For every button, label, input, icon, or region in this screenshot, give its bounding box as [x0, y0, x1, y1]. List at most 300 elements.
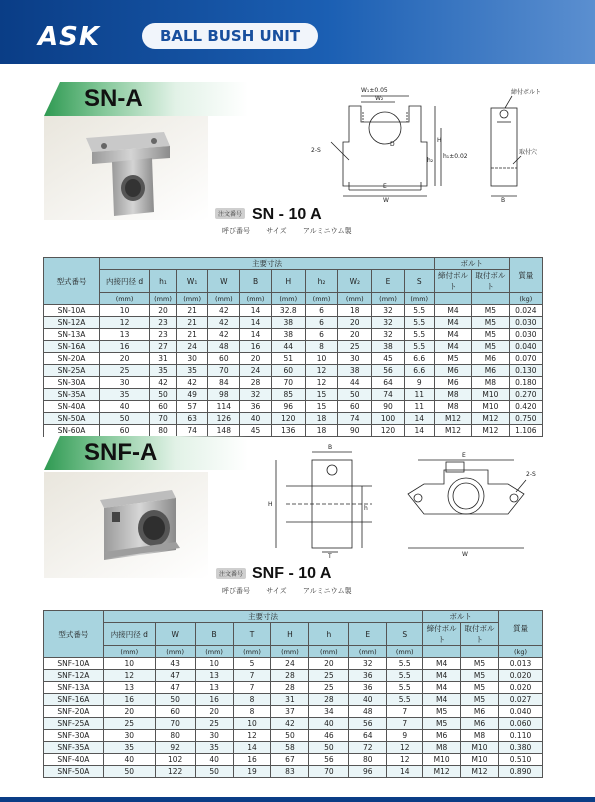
value-cell: M5 [472, 305, 509, 317]
value-cell: 28 [309, 694, 349, 706]
value-cell: 38 [271, 317, 305, 329]
table-row [44, 694, 543, 706]
value-cell: 5.5 [387, 658, 423, 670]
model-cell: SNF-12A [44, 670, 104, 682]
value-cell: M10 [472, 401, 509, 413]
value-cell: 20 [240, 353, 271, 365]
th-model-snf: 型式番号 [44, 611, 104, 658]
col-header: h₁ [150, 270, 177, 293]
value-cell: 32 [372, 329, 404, 341]
value-cell: 40 [100, 401, 150, 413]
value-cell: 18 [305, 425, 337, 437]
value-cell: 0.040 [499, 706, 543, 718]
col-header: S [387, 623, 423, 646]
value-cell: 31 [150, 353, 177, 365]
value-cell: 80 [155, 730, 195, 742]
value-cell: 0.510 [499, 754, 543, 766]
value-cell: M12 [423, 766, 461, 778]
model-cell: SNF-16A [44, 694, 104, 706]
table-row [44, 706, 543, 718]
unit-header: (mm) [372, 293, 404, 305]
section-title-snf: SNF-A [44, 436, 284, 470]
value-cell: 16 [195, 694, 233, 706]
value-cell: M10 [472, 389, 509, 401]
value-cell: 50 [155, 694, 195, 706]
col-header: 締付ボルト [434, 270, 471, 293]
unit-header: (mm) [338, 293, 372, 305]
th-main-snf: 主要寸法 [103, 611, 422, 623]
th-bolt: ボルト [434, 258, 509, 270]
value-cell: 25 [195, 718, 233, 730]
value-cell: 0.380 [499, 742, 543, 754]
value-cell: 21 [177, 317, 208, 329]
value-cell: 36 [349, 682, 387, 694]
section-title-sn: SN-A [44, 82, 284, 116]
value-cell: 50 [150, 389, 177, 401]
col-header: W₁ [177, 270, 208, 293]
value-cell: 48 [349, 706, 387, 718]
value-cell: M4 [423, 682, 461, 694]
table-row [44, 754, 543, 766]
value-cell: 16 [103, 694, 155, 706]
value-cell: 0.030 [509, 317, 542, 329]
value-cell: M5 [423, 706, 461, 718]
value-cell: 40 [195, 754, 233, 766]
value-cell: 42 [177, 377, 208, 389]
page-title: BALL BUSH UNIT [142, 23, 318, 49]
value-cell: 10 [100, 305, 150, 317]
value-cell: 60 [155, 706, 195, 718]
value-cell: 5.5 [404, 341, 434, 353]
value-cell: 63 [177, 413, 208, 425]
value-cell: M10 [423, 754, 461, 766]
value-cell: 40 [349, 694, 387, 706]
value-cell: M6 [461, 706, 499, 718]
model-cell: SN-20A [44, 353, 100, 365]
value-cell: 27 [150, 341, 177, 353]
value-cell: 25 [100, 365, 150, 377]
col-header: 締付ボルト [423, 623, 461, 646]
value-cell: 5 [233, 658, 271, 670]
dim-e: E [383, 183, 387, 190]
value-cell: 20 [100, 353, 150, 365]
value-cell: 12 [100, 317, 150, 329]
value-cell: 7 [387, 706, 423, 718]
table-row [44, 401, 543, 413]
value-cell: M6 [461, 718, 499, 730]
value-cell: 32 [372, 305, 404, 317]
value-cell: 50 [100, 413, 150, 425]
value-cell: 12 [233, 730, 271, 742]
value-cell: M12 [461, 766, 499, 778]
value-cell: M12 [434, 413, 471, 425]
col-header: 内接円径 d [100, 270, 150, 293]
table-row [44, 718, 543, 730]
unit-header: (mm) [271, 293, 305, 305]
value-cell: 15 [305, 389, 337, 401]
value-cell: 24 [271, 658, 309, 670]
value-cell: 50 [103, 766, 155, 778]
value-cell: 12 [387, 742, 423, 754]
header-banner [0, 0, 595, 64]
value-cell: M4 [434, 329, 471, 341]
value-cell: 21 [177, 305, 208, 317]
value-cell: 40 [309, 718, 349, 730]
value-cell: M6 [423, 730, 461, 742]
col-header: 内接円径 d [103, 623, 155, 646]
value-cell: 0.013 [499, 658, 543, 670]
value-cell: 16 [233, 754, 271, 766]
value-cell: 35 [103, 742, 155, 754]
value-cell: 14 [404, 425, 434, 437]
value-cell: 0.030 [509, 329, 542, 341]
value-cell: M6 [434, 377, 471, 389]
unit-header: (mm) [208, 293, 240, 305]
col-header: W₂ [338, 270, 372, 293]
value-cell: M8 [434, 401, 471, 413]
table-row [44, 377, 543, 389]
unit-header: (mm) [305, 293, 337, 305]
value-cell: 120 [372, 425, 404, 437]
legend-size-snf: サイズ [266, 587, 287, 595]
value-cell: 28 [271, 670, 309, 682]
value-cell: 0.890 [499, 766, 543, 778]
value-cell: 32 [240, 389, 271, 401]
unit-header: (mm) [387, 646, 423, 658]
value-cell: 13 [195, 670, 233, 682]
value-cell: 13 [103, 682, 155, 694]
th-model: 型式番号 [44, 258, 100, 305]
drawing-snf [262, 440, 552, 558]
footer-bar [0, 797, 595, 802]
value-cell: M12 [472, 425, 509, 437]
value-cell: 20 [338, 329, 372, 341]
th-main: 主要寸法 [100, 258, 435, 270]
value-cell: 15 [305, 401, 337, 413]
value-cell: 8 [233, 706, 271, 718]
value-cell: 6 [305, 329, 337, 341]
value-cell: 122 [155, 766, 195, 778]
value-cell: 60 [100, 425, 150, 437]
value-cell: 6.6 [404, 353, 434, 365]
value-cell: M4 [423, 658, 461, 670]
value-cell: 13 [100, 329, 150, 341]
value-cell: 96 [271, 401, 305, 413]
value-cell: 44 [271, 341, 305, 353]
value-cell: 84 [208, 377, 240, 389]
value-cell: M5 [472, 317, 509, 329]
value-cell: 70 [155, 718, 195, 730]
unit-header-empty [472, 293, 509, 305]
value-cell: M5 [461, 694, 499, 706]
value-cell: 120 [271, 413, 305, 425]
value-cell: 25 [309, 670, 349, 682]
value-cell: 25 [309, 682, 349, 694]
value-cell: 0.070 [509, 353, 542, 365]
value-cell: 5.5 [404, 305, 434, 317]
value-cell: 12 [103, 670, 155, 682]
value-cell: 35 [195, 742, 233, 754]
value-cell: 35 [177, 365, 208, 377]
value-cell: 9 [387, 730, 423, 742]
value-cell: 38 [338, 365, 372, 377]
table-row [44, 365, 543, 377]
table-row [44, 658, 543, 670]
value-cell: 58 [271, 742, 309, 754]
table-row [44, 341, 543, 353]
unit-header: (mm) [150, 293, 177, 305]
value-cell: 96 [349, 766, 387, 778]
model-cell: SN-12A [44, 317, 100, 329]
model-cell: SN-16A [44, 341, 100, 353]
order-number-tag-sn: 注文番号 [215, 208, 245, 219]
dim-h2: h₂ [427, 157, 434, 164]
value-cell: 35 [150, 365, 177, 377]
value-cell: M5 [434, 353, 471, 365]
order-code-snf: SNF - 10 A [252, 565, 332, 582]
value-cell: 7 [233, 670, 271, 682]
value-cell: 49 [177, 389, 208, 401]
value-cell: 0.180 [509, 377, 542, 389]
table-row [44, 317, 543, 329]
value-cell: 92 [155, 742, 195, 754]
value-cell: 48 [208, 341, 240, 353]
value-cell: 8 [305, 341, 337, 353]
value-cell: 45 [240, 425, 271, 437]
unit-header: (mm) [271, 646, 309, 658]
code-legend-snf [222, 586, 352, 596]
order-code-sn: SN - 10 A [252, 206, 322, 223]
label-bolt: 締付ボルト [511, 89, 542, 96]
value-cell: 20 [103, 706, 155, 718]
table-row [44, 670, 543, 682]
value-cell: 5.5 [387, 682, 423, 694]
value-cell: M8 [472, 377, 509, 389]
value-cell: 42 [208, 305, 240, 317]
model-cell: SNF-10A [44, 658, 104, 670]
value-cell: 80 [150, 425, 177, 437]
col-header: T [233, 623, 271, 646]
value-cell: 11 [404, 401, 434, 413]
model-cell: SN-13A [44, 329, 100, 341]
value-cell: 0.060 [499, 718, 543, 730]
col-header: H [271, 270, 305, 293]
unit-header: (mm) [233, 646, 271, 658]
value-cell: 42 [271, 718, 309, 730]
col-header: h [309, 623, 349, 646]
value-cell: 64 [349, 730, 387, 742]
value-cell: 46 [309, 730, 349, 742]
model-cell: SN-50A [44, 413, 100, 425]
unit-header-empty [434, 293, 471, 305]
value-cell: 14 [240, 329, 271, 341]
value-cell: M5 [472, 329, 509, 341]
value-cell: 0.130 [509, 365, 542, 377]
value-cell: 50 [195, 766, 233, 778]
value-cell: 16 [240, 341, 271, 353]
value-cell: 5.5 [404, 317, 434, 329]
legend-call: 呼び番号 [222, 227, 250, 235]
value-cell: 12 [305, 365, 337, 377]
value-cell: M12 [472, 413, 509, 425]
unit-header: (mm) [100, 293, 150, 305]
value-cell: 90 [338, 425, 372, 437]
table-row [44, 682, 543, 694]
value-cell: 67 [271, 754, 309, 766]
value-cell: 14 [233, 742, 271, 754]
value-cell: 44 [338, 377, 372, 389]
value-cell: 11 [404, 389, 434, 401]
unit-header: (kg) [499, 646, 543, 658]
value-cell: 1.106 [509, 425, 542, 437]
dim-w2: W₂ [375, 95, 384, 102]
value-cell: M6 [434, 365, 471, 377]
dim-t-snf: T [328, 553, 332, 558]
value-cell: 19 [233, 766, 271, 778]
value-cell: 9 [404, 377, 434, 389]
value-cell: 32 [349, 658, 387, 670]
value-cell: M10 [461, 742, 499, 754]
col-header: 取付ボルト [472, 270, 509, 293]
value-cell: 85 [271, 389, 305, 401]
value-cell: 98 [208, 389, 240, 401]
table-row [44, 742, 543, 754]
table-row [44, 389, 543, 401]
product-photo-snf [44, 472, 208, 578]
model-cell: SNF-13A [44, 682, 104, 694]
value-cell: 70 [309, 766, 349, 778]
value-cell: 10 [233, 718, 271, 730]
value-cell: M5 [461, 670, 499, 682]
table-row [44, 329, 543, 341]
value-cell: 83 [271, 766, 309, 778]
value-cell: 32.8 [271, 305, 305, 317]
dim-2s: 2-S [311, 147, 321, 154]
value-cell: 60 [271, 365, 305, 377]
unit-header: (kg) [509, 293, 542, 305]
value-cell: 20 [338, 317, 372, 329]
value-cell: 10 [305, 353, 337, 365]
value-cell: 114 [208, 401, 240, 413]
value-cell: 0.110 [499, 730, 543, 742]
value-cell: 37 [271, 706, 309, 718]
unit-header: (mm) [309, 646, 349, 658]
dim-hh-snf: h [364, 505, 368, 512]
model-cell: SN-40A [44, 401, 100, 413]
value-cell: 6.6 [404, 365, 434, 377]
value-cell: 56 [309, 754, 349, 766]
value-cell: 6 [305, 305, 337, 317]
value-cell: 16 [100, 341, 150, 353]
value-cell: 70 [271, 377, 305, 389]
col-header: B [240, 270, 271, 293]
col-header: 取付ボルト [461, 623, 499, 646]
value-cell: 64 [372, 377, 404, 389]
value-cell: 126 [208, 413, 240, 425]
value-cell: 30 [195, 730, 233, 742]
value-cell: 18 [338, 305, 372, 317]
value-cell: M6 [472, 353, 509, 365]
value-cell: 72 [349, 742, 387, 754]
value-cell: 47 [155, 682, 195, 694]
value-cell: 6 [305, 317, 337, 329]
value-cell: 7 [233, 682, 271, 694]
model-cell: SN-35A [44, 389, 100, 401]
value-cell: 43 [155, 658, 195, 670]
dim-b: B [501, 197, 506, 204]
value-cell: 18 [305, 413, 337, 425]
ask-logo: ASK [38, 22, 100, 52]
unit-header-empty [423, 646, 461, 658]
col-header: H [271, 623, 309, 646]
value-cell: 50 [309, 742, 349, 754]
value-cell: M4 [434, 305, 471, 317]
value-cell: 100 [372, 413, 404, 425]
value-cell: 10 [195, 658, 233, 670]
value-cell: M8 [434, 389, 471, 401]
value-cell: 56 [349, 718, 387, 730]
value-cell: M5 [423, 718, 461, 730]
col-header: B [195, 623, 233, 646]
value-cell: 5.5 [404, 329, 434, 341]
value-cell: 57 [177, 401, 208, 413]
model-cell: SNF-35A [44, 742, 104, 754]
dim-w-snf: W [462, 551, 468, 558]
product-photo-sn [44, 116, 208, 220]
value-cell: 60 [338, 401, 372, 413]
value-cell: M4 [423, 694, 461, 706]
value-cell: 20 [195, 706, 233, 718]
value-cell: 12 [305, 377, 337, 389]
unit-header-empty [461, 646, 499, 658]
order-number-tag-snf: 注文番号 [216, 568, 246, 579]
value-cell: 70 [150, 413, 177, 425]
value-cell: M12 [434, 425, 471, 437]
table-row [44, 413, 543, 425]
value-cell: 34 [309, 706, 349, 718]
value-cell: 74 [372, 389, 404, 401]
legend-material: アルミニウム製 [302, 227, 352, 235]
value-cell: 102 [155, 754, 195, 766]
model-cell: SNF-20A [44, 706, 104, 718]
model-cell: SN-60A [44, 425, 100, 437]
value-cell: 50 [271, 730, 309, 742]
value-cell: 36 [240, 401, 271, 413]
legend-call-snf: 呼び番号 [222, 587, 250, 595]
unit-header: (mm) [177, 293, 208, 305]
value-cell: 8 [233, 694, 271, 706]
value-cell: 24 [177, 341, 208, 353]
value-cell: 14 [404, 413, 434, 425]
value-cell: 74 [177, 425, 208, 437]
dim-w1: W₁±0.05 [361, 87, 388, 94]
value-cell: M6 [472, 365, 509, 377]
value-cell: 0.040 [509, 341, 542, 353]
value-cell: 30 [103, 730, 155, 742]
dim-d: D [390, 141, 395, 148]
th-mass: 質量 [509, 258, 542, 293]
value-cell: 0.420 [509, 401, 542, 413]
value-cell: 10 [103, 658, 155, 670]
dim-b-snf: B [328, 444, 333, 451]
unit-header: (mm) [349, 646, 387, 658]
legend-size: サイズ [266, 227, 287, 235]
value-cell: 36 [349, 670, 387, 682]
model-cell: SNF-30A [44, 730, 104, 742]
spec-table-snf [43, 610, 543, 778]
value-cell: 40 [240, 413, 271, 425]
dim-e-snf: E [462, 452, 466, 459]
